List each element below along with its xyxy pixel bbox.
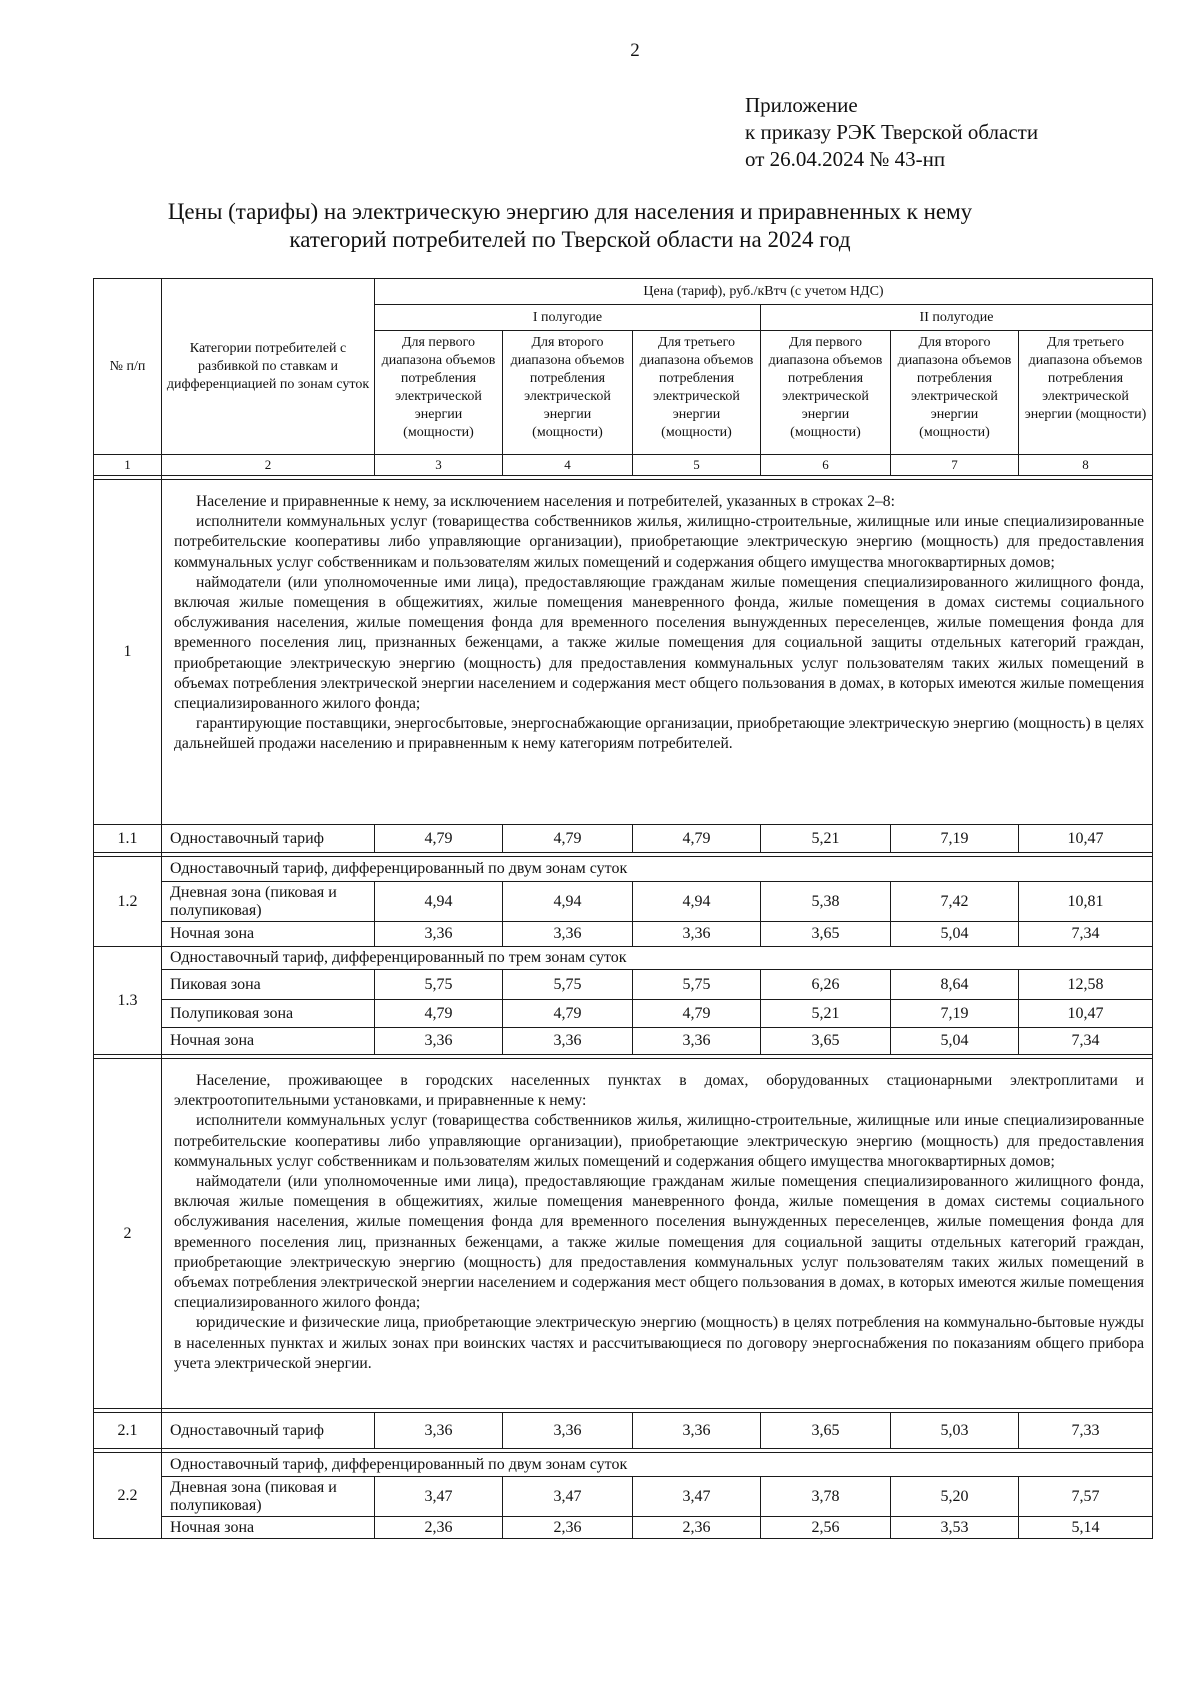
tariff-value: 5,21 bbox=[761, 1000, 891, 1028]
row-1-2-number: 1.2 bbox=[94, 857, 162, 947]
tariff-value: 4,94 bbox=[503, 882, 633, 922]
tariff-value: 7,19 bbox=[891, 1000, 1019, 1028]
tariff-value: 3,36 bbox=[633, 922, 761, 947]
header-row-number: № п/п bbox=[94, 279, 162, 455]
tariff-value: 5,75 bbox=[633, 970, 761, 1000]
column-number: 1 bbox=[94, 455, 162, 476]
tariff-value: 7,19 bbox=[891, 825, 1019, 853]
row-1-2-day-label: Дневная зона (пиковая и полупиковая) bbox=[162, 882, 375, 922]
tariff-value: 4,79 bbox=[375, 1000, 503, 1028]
row-1-3-half-peak-label: Полупиковая зона bbox=[162, 1000, 375, 1028]
tariff-value: 5,75 bbox=[503, 970, 633, 1000]
header-price: Цена (тариф), руб./кВтч (с учетом НДС) bbox=[375, 279, 1153, 305]
column-number: 8 bbox=[1019, 455, 1153, 476]
appendix-line-3: от 26.04.2024 № 43-нп bbox=[745, 147, 946, 171]
tariff-value: 10,47 bbox=[1019, 1000, 1153, 1028]
tariff-value: 10,47 bbox=[1019, 825, 1153, 853]
tariff-value: 7,57 bbox=[1019, 1477, 1153, 1517]
column-number: 4 bbox=[503, 455, 633, 476]
tariff-value: 5,20 bbox=[891, 1477, 1019, 1517]
header-h1-range-3: Для третьего диапазона объемов потребления электрической энергии (мощности) bbox=[633, 331, 761, 455]
tariff-value: 3,53 bbox=[891, 1517, 1019, 1539]
section-2-paragraph: наймодатели (или уполномоченные ими лица), предоставляющие гражданам жилые помещения специализированного жилищного фонда, включая жилые помещения в общежитиях, жилые помещения маневренного фонда, жилые помещения в домах системы социального обслуживания населения, жилые помещения фонда для временного поселения вынужденных переселенцев, жилые помещения фонда для временного поселения лиц, признанных беженцами, а также жилые помещения для социальной защиты отдельных категорий граждан, приобретающие электрическую энергию (мощность) для предоставления коммунальных услуг пользователям таких жилых помещений в объемах потребления электрической энергии населением и содержания мест общего пользования в домах, в которых имеются жилые помещения специализированного жилого фонда; bbox=[174, 1173, 1144, 1312]
column-number: 7 bbox=[891, 455, 1019, 476]
tariff-value: 3,65 bbox=[761, 1028, 891, 1055]
header-h2-range-2: Для второго диапазона объемов потребления электрической энергии (мощности) bbox=[891, 331, 1019, 455]
tariff-table bbox=[93, 278, 1153, 1539]
tariff-value: 3,65 bbox=[761, 1413, 891, 1449]
tariff-value: 5,04 bbox=[891, 922, 1019, 947]
tariff-value: 5,38 bbox=[761, 882, 891, 922]
row-2-1-label: Одноставочный тариф bbox=[162, 1413, 375, 1449]
section-1-paragraph: гарантирующие поставщики, энергосбытовые, энергоснабжающие организации, приобретающие электрическую энергию (мощность) в целях дальнейшей продажи населению и приравненным к нему категориям потребителей. bbox=[174, 715, 1144, 753]
tariff-value: 5,14 bbox=[1019, 1517, 1153, 1539]
tariff-value: 2,36 bbox=[503, 1517, 633, 1539]
tariff-value: 3,36 bbox=[633, 1028, 761, 1055]
tariff-value: 4,79 bbox=[375, 825, 503, 853]
row-1-3-night-label: Ночная зона bbox=[162, 1028, 375, 1055]
document-title-line-2: категорий потребителей по Тверской области на 2024 год bbox=[289, 227, 851, 252]
header-h1-range-1: Для первого диапазона объемов потребления электрической энергии (мощности) bbox=[375, 331, 503, 455]
section-1-number: 1 bbox=[94, 480, 162, 825]
document-title-line-1: Цены (тарифы) на электрическую энергию для населения и приравненных к нему bbox=[167, 199, 973, 224]
row-1-3-title: Одноставочный тариф, дифференцированный по трем зонам суток bbox=[162, 947, 1153, 970]
header-category: Категории потребителей с разбивкой по ставкам и дифференциацией по зонам суток bbox=[162, 279, 375, 455]
tariff-value: 5,04 bbox=[891, 1028, 1019, 1055]
row-1-3-number: 1.3 bbox=[94, 947, 162, 1055]
tariff-value: 2,36 bbox=[633, 1517, 761, 1539]
tariff-value: 4,79 bbox=[503, 825, 633, 853]
tariff-value: 8,64 bbox=[891, 970, 1019, 1000]
header-half-1: I полугодие bbox=[375, 305, 761, 331]
header-h2-range-3: Для третьего диапазона объемов потребления электрической энергии (мощности) bbox=[1019, 331, 1153, 455]
section-2-number: 2 bbox=[94, 1059, 162, 1409]
tariff-value: 5,21 bbox=[761, 825, 891, 853]
column-number: 6 bbox=[761, 455, 891, 476]
tariff-value: 3,47 bbox=[503, 1477, 633, 1517]
tariff-value: 3,36 bbox=[375, 1413, 503, 1449]
appendix-line-2: к приказу РЭК Тверской области bbox=[745, 120, 1039, 144]
tariff-value: 4,79 bbox=[633, 825, 761, 853]
section-2-paragraph: юридические и физические лица, приобретающие электрическую энергию (мощность) в целях потребления на коммунально-бытовые нужды в населенных пунктах и жилых зонах при воинских частях и рассчитывающиеся по договору энергоснабжения по показаниям общего прибора учета электрической энергии. bbox=[174, 1314, 1144, 1372]
row-1-2-title: Одноставочный тариф, дифференцированный по двум зонам суток bbox=[162, 857, 1153, 882]
row-1-2-night-label: Ночная зона bbox=[162, 922, 375, 947]
tariff-value: 6,26 bbox=[761, 970, 891, 1000]
tariff-value: 3,47 bbox=[375, 1477, 503, 1517]
section-1-paragraph: наймодатели (или уполномоченные ими лица), предоставляющие гражданам жилые помещения специализированного жилищного фонда, включая жилые помещения в общежитиях, жилые помещения маневренного фонда, жилые помещения в домах системы социального обслуживания населения, жилые помещения фонда для временного поселения вынужденных переселенцев, жилые помещения фонда для временного поселения лиц, признанных беженцами, а также жилые помещения для социальной защиты отдельных категорий граждан, приобретающие электрическую энергию (мощность) для предоставления коммунальных услуг пользователям таких жилых помещений в объемах потребления электрической энергии населением и содержания мест общего пользования в домах, в которых имеются жилые помещения специализированного жилого фонда; bbox=[174, 573, 1144, 713]
tariff-value: 2,56 bbox=[761, 1517, 891, 1539]
section-2-paragraph: Население, проживающее в городских населенных пунктах в домах, оборудованных стационарными электроплитами и электроотопительными установками, и приравненные к нему: bbox=[174, 1072, 1144, 1110]
section-2-paragraph: исполнители коммунальных услуг (товарищества собственников жилья, жилищно-строительные, жилищные или иные специализированные потребительские кооперативы либо управляющие организации), приобретающие электрическую энергию (мощность) для предоставления коммунальных услуг собственникам и пользователям жилых помещений и содержания общего имущества многоквартирных домов; bbox=[174, 1112, 1144, 1170]
document-title bbox=[70, 198, 1070, 254]
tariff-value: 5,03 bbox=[891, 1413, 1019, 1449]
row-1-3-peak-label: Пиковая зона bbox=[162, 970, 375, 1000]
tariff-value: 4,94 bbox=[633, 882, 761, 922]
header-half-2: II полугодие bbox=[761, 305, 1153, 331]
header-h1-range-2: Для второго диапазона объемов потребления электрической энергии (мощности) bbox=[503, 331, 633, 455]
row-2-2-night-label: Ночная зона bbox=[162, 1517, 375, 1539]
appendix-reference bbox=[745, 92, 1038, 173]
tariff-value: 7,42 bbox=[891, 882, 1019, 922]
tariff-value: 7,33 bbox=[1019, 1413, 1153, 1449]
tariff-value: 3,36 bbox=[633, 1413, 761, 1449]
appendix-line-1: Приложение bbox=[745, 93, 858, 117]
section-1-description bbox=[162, 480, 1153, 825]
row-1-1-label: Одноставочный тариф bbox=[162, 825, 375, 853]
tariff-value: 3,36 bbox=[503, 1028, 633, 1055]
section-1-paragraph: исполнители коммунальных услуг (товарищества собственников жилья, жилищно-строительные, жилищные или иные специализированные потребительские кооперативы либо управляющие организации), приобретающие электрическую энергию (мощность) для предоставления коммунальных услуг собственникам и пользователям жилых помещений и содержания общего имущества многоквартирных домов; bbox=[174, 513, 1144, 571]
row-1-1-number: 1.1 bbox=[94, 825, 162, 853]
tariff-value: 10,81 bbox=[1019, 882, 1153, 922]
section-1-paragraph: Население и приравненные к нему, за исключением населения и потребителей, указанных в строках 2–8: bbox=[196, 493, 895, 510]
tariff-value: 5,75 bbox=[375, 970, 503, 1000]
tariff-value: 4,79 bbox=[503, 1000, 633, 1028]
column-number: 2 bbox=[162, 455, 375, 476]
tariff-value: 4,79 bbox=[633, 1000, 761, 1028]
tariff-value: 3,78 bbox=[761, 1477, 891, 1517]
row-2-1-number: 2.1 bbox=[94, 1413, 162, 1449]
tariff-value: 3,36 bbox=[503, 1413, 633, 1449]
row-2-2-number: 2.2 bbox=[94, 1453, 162, 1539]
page-number: 2 bbox=[630, 40, 640, 61]
tariff-value: 7,34 bbox=[1019, 922, 1153, 947]
tariff-value: 3,47 bbox=[633, 1477, 761, 1517]
tariff-value: 3,65 bbox=[761, 922, 891, 947]
tariff-value: 3,36 bbox=[503, 922, 633, 947]
tariff-value: 12,58 bbox=[1019, 970, 1153, 1000]
row-2-2-title: Одноставочный тариф, дифференцированный по двум зонам суток bbox=[162, 1453, 1153, 1477]
tariff-value: 3,36 bbox=[375, 922, 503, 947]
header-h2-range-1: Для первого диапазона объемов потребления электрической энергии (мощности) bbox=[761, 331, 891, 455]
column-number: 3 bbox=[375, 455, 503, 476]
column-number: 5 bbox=[633, 455, 761, 476]
row-2-2-day-label: Дневная зона (пиковая и полупиковая) bbox=[162, 1477, 375, 1517]
tariff-value: 7,34 bbox=[1019, 1028, 1153, 1055]
tariff-value: 4,94 bbox=[375, 882, 503, 922]
tariff-value: 2,36 bbox=[375, 1517, 503, 1539]
section-2-description bbox=[162, 1059, 1153, 1409]
tariff-value: 3,36 bbox=[375, 1028, 503, 1055]
